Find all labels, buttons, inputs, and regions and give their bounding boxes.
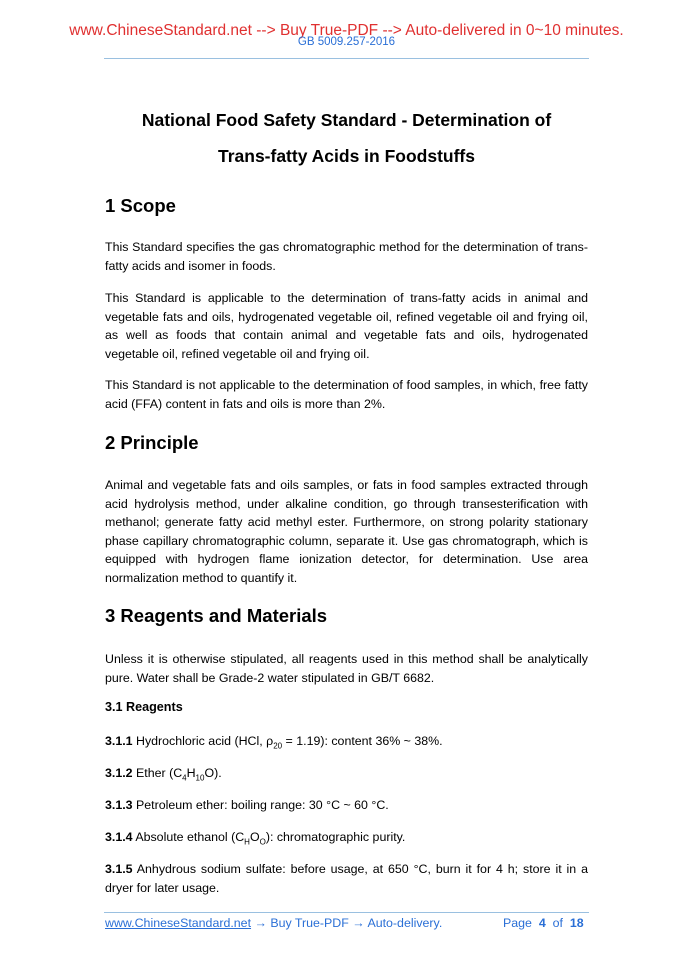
promo-banner[interactable]: www.ChineseStandard.net --> Buy True-PDF --> Auto-delivered in 0~10 minutes. xyxy=(69,22,624,39)
page-indicator: Page 4 of 18 xyxy=(503,916,584,930)
footer-promo xyxy=(105,916,442,930)
page-number: 4 xyxy=(538,916,546,930)
item-number: 3.1.2 xyxy=(105,766,133,780)
footer-divider xyxy=(104,912,589,913)
reagent-item-3-1-4: 3.1.4 Absolute ethanol $(C_HO_O)$: chromatographic purity. xyxy=(105,830,406,847)
subsection-heading-reagents: 3.1 Reagents xyxy=(105,700,183,714)
reagent-item-3-1-5: 3.1.5 Anhydrous sodium sulfate: before usage, at 650 °C, burn it for 4 h; store it in a dryer for later usage. xyxy=(105,862,588,895)
page-total: 18 xyxy=(569,916,584,930)
scope-paragraph-2: This Standard is applicable to the determination of trans-fatty acids in animal and vegetable fats and oils, hydrogenated vegetable oil, refined vegetable oil and frying oil, as well as foods that contain animal and vegetable fats and oils, hydrogenated vegetable oil, refined vegetable oil and frying oil. xyxy=(105,291,588,361)
arrow-right-icon: → xyxy=(254,916,267,930)
header-divider xyxy=(104,58,589,59)
document-title-line-2: Trans-fatty Acids in Foodstuffs xyxy=(217,146,475,166)
scope-paragraph-3: This Standard is not applicable to the determination of food samples, in which, free fatty acid (FFA) content in fats and oils is more than 2%. xyxy=(105,378,588,411)
reagent-item-3-1-3: 3.1.3 Petroleum ether: boiling range: 30 °C ~ 60 °C. xyxy=(105,798,389,812)
section-heading-scope: 1 Scope xyxy=(105,195,176,216)
footer-buy-text: Buy True-PDF xyxy=(270,916,349,930)
reagent-item-3-1-2: 3.1.2 Ether $(C_4H_{10}O)$. xyxy=(105,766,222,783)
document-title-line-1: National Food Safety Standard - Determination of xyxy=(141,110,552,130)
item-number: 3.1.4 xyxy=(105,830,133,844)
arrow-right-icon: → xyxy=(352,916,365,930)
section-heading-reagents: 3 Reagents and Materials xyxy=(105,605,328,626)
reagent-item-3-1-1: 3.1.1 Hydrochloric acid (HCl, $\rho_{20} = 1.19$): content 36% ~ 38%. xyxy=(105,734,443,751)
principle-paragraph: Animal and vegetable fats and oils samples, or fats in food samples extracted through acid hydrolysis method, under alkaline condition, go through transesterification with methanol; generate fatty acid methyl ester. Furthermore, on strong polarity stationary phase capillary chromatographic column, separate it. Use gas chromatograph, which is equipped with hydrogen flame ionization detector, for determination. Use area normalization method to quantify it. xyxy=(105,478,588,585)
scope-paragraph-1: This Standard specifies the gas chromatographic method for the determination of trans-fatty acids and isomer in foods. xyxy=(105,240,588,273)
footer-delivery-text: Auto-delivery. xyxy=(367,916,443,930)
document-id: GB 5009.257-2016 xyxy=(297,36,396,48)
section-heading-principle: 2 Principle xyxy=(105,432,199,453)
reagents-paragraph: Unless it is otherwise stipulated, all reagents used in this method shall be analytically pure. Water shall be Grade-2 water stipulated in GB/T 6682. xyxy=(105,652,588,685)
footer-site-link[interactable]: www.ChineseStandard.net xyxy=(105,916,252,930)
item-number: 3.1.1 xyxy=(105,734,133,748)
item-number: 3.1.3 xyxy=(105,798,133,812)
item-number: 3.1.5 xyxy=(105,862,133,876)
